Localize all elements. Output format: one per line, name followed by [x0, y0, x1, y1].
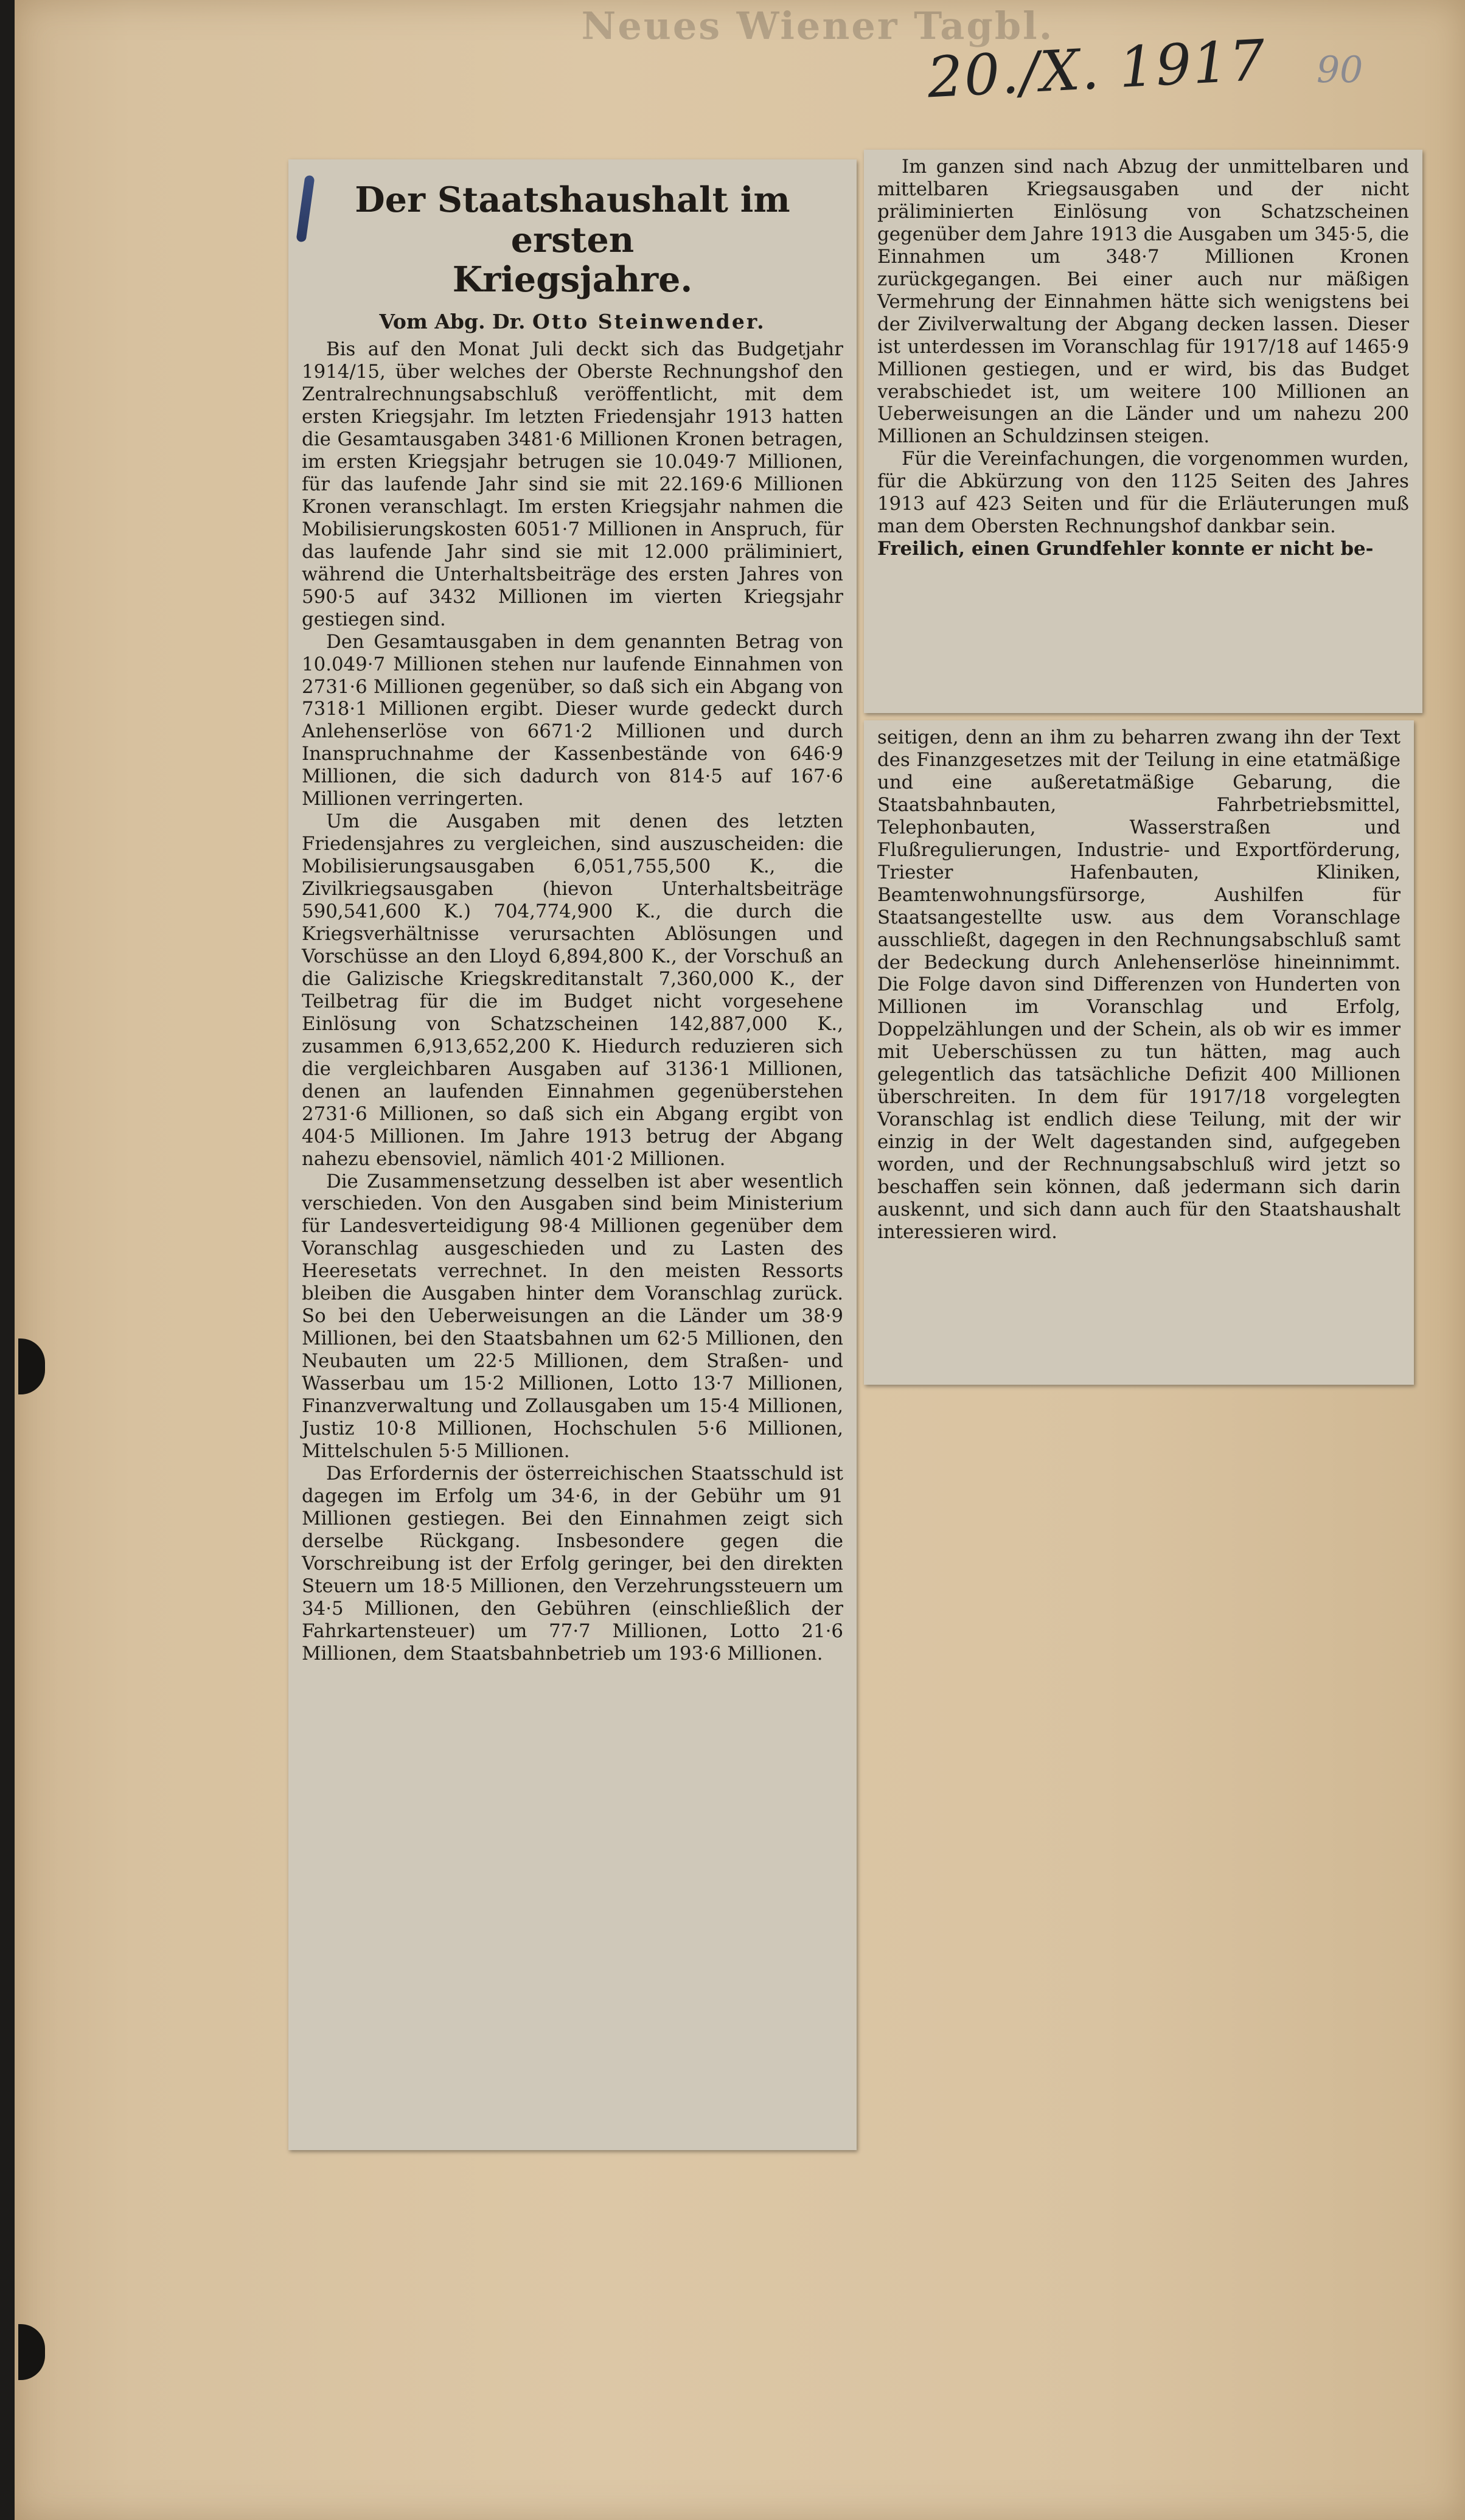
article-paragraph: seitigen, denn an ihm zu beharren zwang ihn der Text des Finanzgesetzes mit der Teilung in eine etatmäßige und eine außeretatmäßige Gebarung, die Staatsbahnbauten, Fahrbetriebsmittel, Telephonbauten, Wasserstraßen und Flußregulierungen, Industrie- und Exportförderung, Triester Hafenbauten, Kliniken, Beamtenwohnungsfürsorge, Aushilfen für Staatsangestellte usw. aus dem Voranschlage ausschließt, dagegen in den Rechnungsabschluß samt der Bedeckung durch Anlehenserlöse hineinnimmt. Die Folge davon sind Differenzen von Hunderten von Millionen im Voranschlag und Erfolg, Doppelzählungen und der Schein, als ob wir es immer mit Ueberschüssen zu tun hätten, mag auch gelegentlich das tatsächliche Defizit 400 Millionen überschreiten. In dem für 1917/18 vorgelegten Voranschlag ist endlich diese Teilung, mit der wir einzig in der Welt dagestanden sind, aufgegeben worden, und der Rechnungsabschluß wird jetzt so beschaffen sein können, daß jedermann sich darin auskennt, und sich dann auch für den Staatshaushalt interessieren wird.	[877, 726, 1401, 1243]
clipping-left-column	[288, 159, 857, 2150]
article-byline	[302, 310, 843, 334]
article-continued-line: Freilich, einen Grundfehler konnte er nicht be-	[877, 538, 1374, 560]
binder-hole	[18, 1338, 45, 1394]
article-paragraph: Für die Vereinfachungen, die vorgenommen wurden, für die Abkürzung von den 1125 Seiten des Jahres 1913 auf 423 Seiten und für die Erläuterungen muß man dem Obersten Rechnungshof dankbar sein.	[877, 448, 1409, 538]
byline-author: Otto Steinwender.	[532, 309, 766, 333]
article-paragraph: Bis auf den Monat Juli deckt sich das Budgetjahr 1914/15, über welches der Oberste Rechnungshof den Zentralrechnungsabschluß veröffentlicht, mit dem ersten Kriegsjahr. Im letzten Friedensjahr 1913 hatten die Gesamtausgaben 3481·6 Millionen Kronen betragen, im ersten Kriegsjahr betrugen sie 10.049·7 Millionen, für das laufende Jahr sind sie mit 22.169·6 Millionen Kronen veranschlagt. Im ersten Kriegsjahr nahmen die Mobilisierungskosten 6051·7 Millionen in Anspruch, für das laufende Jahr sind sie mit 12.000 präliminiert, während die Unterhaltsbeiträge des ersten Jahres von 590·5 auf 3432 Millionen im vierten Kriegsjahr gestiegen sind.	[302, 338, 843, 630]
article-paragraph: Die Zusammensetzung desselben ist aber wesentlich verschieden. Von den Ausgaben sind beim Ministerium für Landesverteidigung 98·4 Millionen gegenüber dem Voranschlag ausgeschieden und zu Lasten des Heeresetats verrechnet. In den meisten Ressorts bleiben die Ausgaben hinter dem Voranschlag zurück. So bei den Ueberweisungen an die Länder um 38·9 Millionen, bei den Staatsbahnen um 62·5 Millionen, den Neubauten um 22·5 Millionen, dem Straßen- und Wasserbau um 15·2 Millionen, Lotto 13·7 Millionen, Finanzverwaltung und Zollausgaben um 15·4 Millionen, Justiz 10·8 Millionen, Hochschulen 5·6 Millionen, Mittelschulen 5·5 Millionen.	[302, 1170, 843, 1462]
headline-line-1: Der Staatshaushalt im ersten	[355, 179, 790, 260]
binder-hole	[18, 2324, 45, 2380]
handwritten-archive-number: 90	[1317, 49, 1363, 91]
article-paragraph: Den Gesamtausgaben in dem genannten Betrag von 10.049·7 Millionen stehen nur laufende Einnahmen von 2731·6 Millionen gegenüber, so daß sich ein Abgang von 7318·1 Millionen ergibt. Dieser wurde gedeckt durch Anlehenserlöse von 6671·2 Millionen und durch Inanspruchnahme der Kassenbestände von 646·9 Millionen, die sich dadurch von 814·5 auf 167·6 Millionen verringerten.	[302, 630, 843, 810]
handwritten-date: 20./X. 1917	[925, 27, 1268, 111]
article-paragraph: Das Erfordernis der österreichischen Staatsschuld ist dagegen im Erfolg um 34·6, in der Gebühr um 91 Millionen gestiegen. Bei den Einnahmen zeigt sich derselbe Rückgang. Insbesondere gegen die Vorschreibung ist der Erfolg geringer, bei den direkten Steuern um 18·5 Millionen, den Verzehrungssteuern um 34·5 Millionen, den Gebühren (einschließlich der Fahrkartensteuer) um 77·7 Millionen, Lotto 21·6 Millionen, dem Staatsbahnbetrieb um 193·6 Millionen.	[302, 1462, 843, 1665]
byline-prefix: Vom Abg. Dr.	[379, 309, 526, 333]
newspaper-masthead: Neues Wiener Tagbl.	[581, 4, 1054, 48]
article-paragraph: Um die Ausgaben mit denen des letzten Friedensjahres zu vergleichen, sind auszuscheiden: die Mobilisierungsausgaben 6,051,755,500 K., die Zivilkriegsausgaben (hievon Unterhaltsbeiträge 590,541,600 K.) 704,774,900 K., die durch die Kriegsverhältnisse verursachten Ablösungen und Vorschüsse an den Lloyd 6,894,800 K., der Vorschuß an die Galizische Kriegskreditanstalt 7,360,000 K., der Teilbetrag für die im Budget nicht vorgesehene Einlösung von Schatzscheinen 142,887,000 K., zusammen 6,913,652,200 K. Hiedurch reduzieren sich die vergleichbaren Ausgaben auf 3136·1 Millionen, denen an laufenden Einnahmen gegenüberstehen 2731·6 Millionen, so daß sich ein Abgang ergibt von 404·5 Millionen. Im Jahre 1913 betrug der Abgang nahezu ebensoviel, nämlich 401·2 Millionen.	[302, 810, 843, 1170]
article-headline	[302, 180, 843, 300]
article-paragraph: Im ganzen sind nach Abzug der unmittelbaren und mittelbaren Kriegsausgaben und der nicht präliminierten Einlösung von Schatzscheinen gegenüber dem Jahre 1913 die Ausgaben um 345·5, die Einnahmen um 348·7 Millionen Kronen zurückgegangen. Bei einer auch nur mäßigen Vermehrung der Einnahmen hätte sich wenigstens bei der Zivilverwaltung der Abgang decken lassen. Dieser ist unterdessen im Voranschlag für 1917/18 auf 1465·9 Millionen gestiegen, und er wird, bis das Budget verabschiedet ist, um weitere 100 Millionen an Ueberweisungen an die Länder und um nahezu 200 Millionen an Schuldzinsen steigen.	[877, 156, 1409, 448]
headline-line-2: Kriegsjahre.	[452, 259, 693, 301]
clipping-right-column-top	[864, 150, 1422, 713]
clipping-right-column-bottom	[864, 720, 1414, 1385]
